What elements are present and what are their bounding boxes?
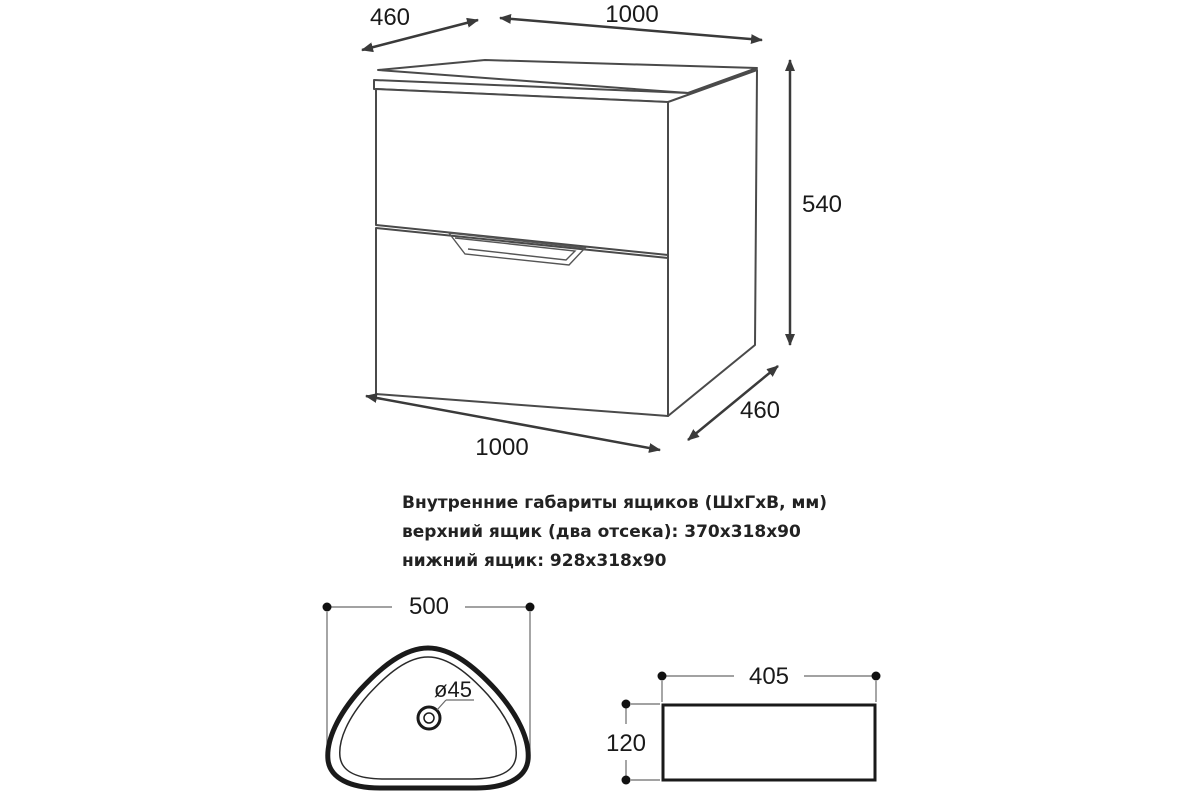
basin-top-view xyxy=(323,593,535,788)
drain-diameter-label: ø45 xyxy=(434,677,472,702)
basin-side-profile xyxy=(663,705,875,780)
side-height-endpoint-top xyxy=(622,700,631,709)
basin-width-endpoint-left xyxy=(323,603,332,612)
drain-inner xyxy=(424,713,434,723)
top-depth-label: 460 xyxy=(369,4,411,31)
notes-heading: Внутренние габариты ящиков (ШхГхВ, мм) xyxy=(402,493,828,513)
cabinet-side-panel xyxy=(668,70,757,416)
notes-lower-drawer: нижний ящик: 928х318х90 xyxy=(402,551,667,571)
top-width-label: 1000 xyxy=(605,1,659,28)
basin-width-label: 500 xyxy=(408,593,450,620)
lower-drawer-front xyxy=(376,228,668,416)
side-height-endpoint-bottom xyxy=(622,776,631,785)
upper-drawer-front xyxy=(376,89,668,255)
bottom-width-label: 1000 xyxy=(475,434,529,461)
drawer-notes xyxy=(402,493,827,571)
side-width-endpoint-left xyxy=(658,672,667,681)
side-height-label: 120 xyxy=(605,730,647,757)
cabinet-drawing xyxy=(374,60,757,416)
side-width-endpoint-right xyxy=(872,672,881,681)
height-label: 540 xyxy=(801,191,843,218)
basin-width-endpoint-right xyxy=(526,603,535,612)
bottom-depth-label: 460 xyxy=(739,397,781,424)
basin-side-view xyxy=(606,663,881,785)
side-width-label: 405 xyxy=(748,663,790,690)
notes-upper-drawer: верхний ящик (два отсека): 370х318х90 xyxy=(402,522,801,542)
